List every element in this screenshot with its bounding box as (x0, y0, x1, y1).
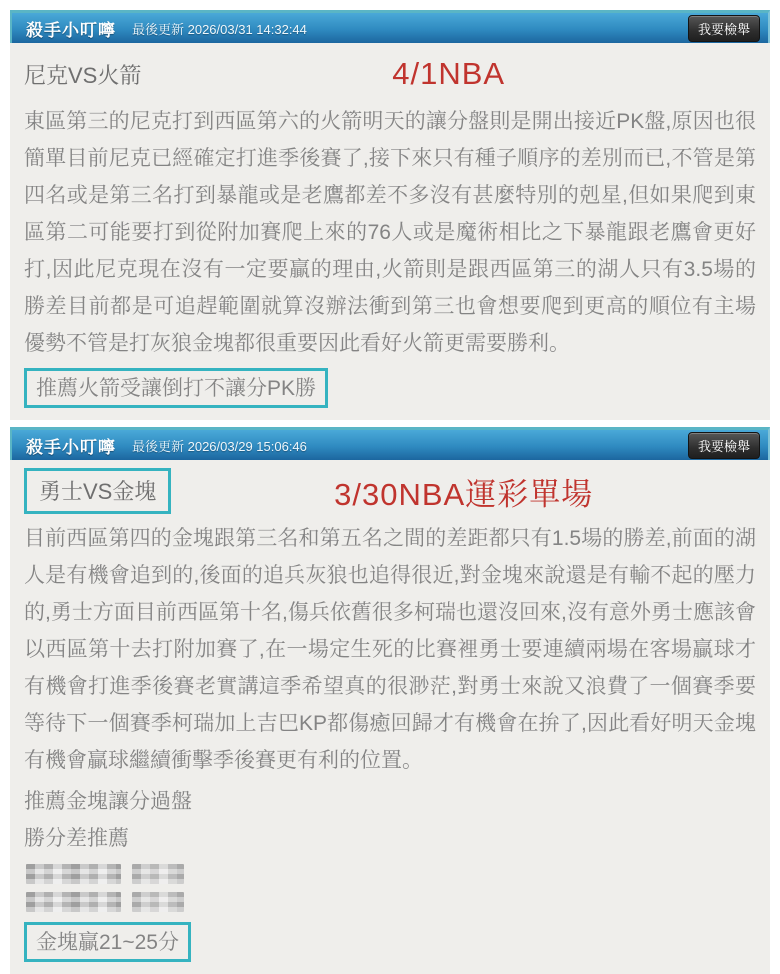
margin-section-label: 勝分差推薦 (24, 827, 129, 850)
post-content (10, 43, 770, 420)
pixelated-block (132, 892, 184, 912)
pixelated-block (26, 864, 121, 884)
post-content (10, 460, 770, 974)
date-headline: 4/1NBA (392, 56, 506, 91)
author-badge: 殺手小叮嚀 (26, 437, 116, 457)
post-header (10, 427, 770, 460)
tip-post-1 (10, 10, 770, 420)
censored-text-line (26, 892, 756, 912)
author-badge: 殺手小叮嚀 (26, 20, 116, 40)
matchup-title: 尼克VS火箭 (24, 62, 142, 88)
matchup-title: 勇士VS金塊 (24, 468, 171, 514)
final-pick-highlight-box: 金塊贏21~25分 (24, 922, 191, 962)
panel-divider (10, 420, 770, 427)
report-button[interactable]: 我要檢舉 (688, 432, 760, 459)
post-title-row (24, 468, 756, 514)
post-title-row (24, 51, 756, 97)
post-header (10, 10, 770, 43)
report-button[interactable]: 我要檢舉 (688, 15, 760, 42)
date-headline: 3/30NBA運彩單場 (334, 476, 594, 512)
censored-text-line (26, 864, 756, 884)
last-updated-timestamp: 最後更新 2026/03/31 14:32:44 (132, 21, 307, 37)
last-updated-timestamp: 最後更新 2026/03/29 15:06:46 (132, 438, 307, 454)
analysis-text: 目前西區第四的金塊跟第三名和第五名之間的差距都只有1.5場的勝差,前面的湖人是有機會追到的,後面的追兵灰狼也追得很近,對金塊來說還是有輸不起的壓力的,勇士方面目前西區第十名,傷兵依舊很多柯瑞也還沒回來,沒有意外勇士應該會以西區第十去打附加賽了,在一場定生死的比賽裡勇士要連續兩場在客場贏球才有機會打進季後賽老實講這季希望真的很渺茫,對勇士來說又浪費了一個賽季要等待下一個賽季柯瑞加上吉巴KP都傷癒回歸才有機會在拚了,因此看好明天金塊有機會贏球繼續衝擊季後賽更有利的位置。 (24, 527, 756, 772)
analysis-text: 東區第三的尼克打到西區第六的火箭明天的讓分盤則是開出接近PK盤,原因也很簡單目前尼克已經確定打進季後賽了,接下來只有種子順序的差別而已,不管是第四名或是第三名打到暴龍或是老鷹都差不多沒有甚麼特別的剋星,但如果爬到東區第二可能要打到從附加賽爬上來的76人或是魔術相比之下暴龍跟老鷹會更好打,因此尼克現在沒有一定要贏的理由,火箭則是跟西區第三的湖人只有3.5場的勝差目前都是可追趕範圍就算沒辦法衝到第三也會想要爬到更高的順位有主場優勢不管是打灰狼金塊都很重要因此看好火箭更需要勝利。 (24, 110, 756, 355)
tip-post-2 (10, 427, 770, 974)
pick-highlight-box: 推薦火箭受讓倒打不讓分PK勝 (24, 368, 328, 408)
spread-pick-line: 推薦金塊讓分過盤 (24, 790, 192, 813)
pixelated-block (132, 864, 184, 884)
pixelated-block (26, 892, 121, 912)
